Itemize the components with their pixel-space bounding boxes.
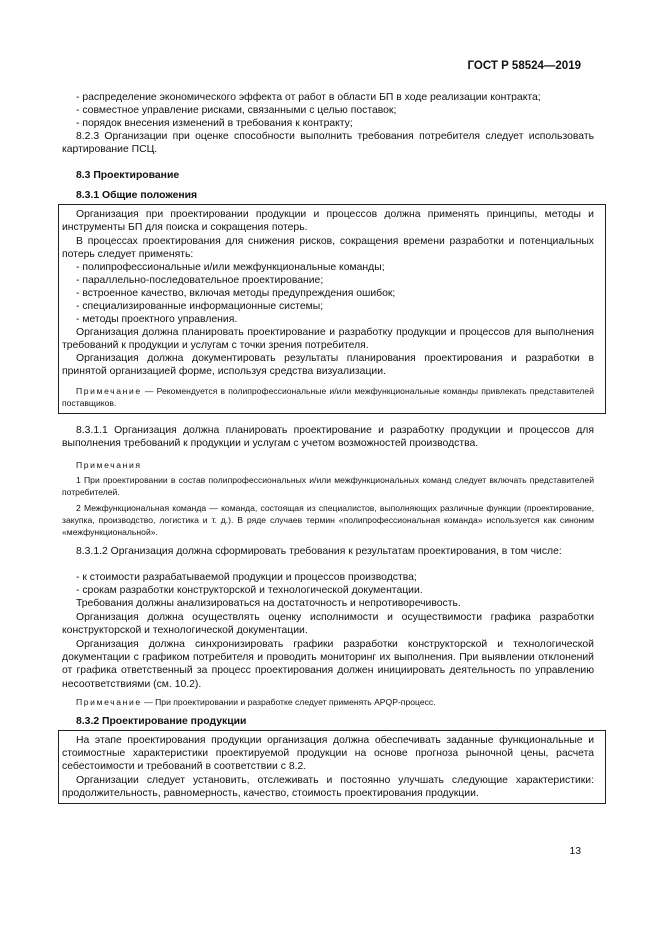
note-2: 2 Межфункциональная команда — команда, состоящая из специалистов, выполняющих различные функции (проектирование, закупка, производство, логистика и т. д.). В ряде случаев термин «полипрофессиональная команда» используется как синоним «межфункциональной».	[62, 503, 594, 537]
box-paragraph: На этапе проектирования продукции организация должна обеспечивать заданные функциональные и стоимостные характеристики проектируемой продукции на основе прогноза рыночной цены, расчета себестоимости и требований в соответствии с 8.2.	[62, 735, 594, 773]
list-item: - встроенное качество, включая методы предупреждения ошибок;	[76, 288, 396, 299]
paragraph-8-3-1-1: 8.3.1.1 Организация должна планировать проектирование и разработку продукции и процессов для выполнения требований к продукции и услугам с учетом возможностей производства.	[62, 425, 594, 450]
list-item: - методы проектного управления.	[76, 314, 238, 325]
paragraph-evaluation: Организация должна осуществлять оценку исполнимости и осуществимости графика разработки конструкторской и технологической документации.	[62, 612, 594, 637]
box-paragraph: Организация должна документировать результаты планирования проектирования и разработки в принятой организацией форме, используя средства визуализации.	[62, 353, 594, 378]
list-item: - срокам разработки конструкторской и технологической документации.	[76, 585, 423, 596]
paragraph-8-2-3: 8.2.3 Организации при оценке способности выполнить требования потребителя следует использовать картирование ПСЦ.	[62, 131, 594, 156]
list-item: - к стоимости разрабатываемой продукции и процессов производства;	[76, 572, 417, 583]
box-paragraph: В процессах проектирования для снижения рисков, сокращения времени разработки и потенциальных потерь следует применять:	[62, 236, 594, 261]
list-item: - совместное управление рисками, связанными с целью поставок;	[76, 105, 397, 116]
note-text: — Рекомендуется в полипрофессиональные и/или межфункциональные команды привлекать представителей поставщиков.	[62, 386, 594, 408]
box-paragraph: Организация должна планировать проектирование и разработку продукции и процессов для выполнения требований к продукции и услугам с точки зрения потребителя.	[62, 327, 594, 352]
section-8-3-1-title: 8.3.1 Общие положения	[76, 190, 198, 201]
note-1: 1 При проектировании в состав полипрофессиональных и/или межфункциональных команд следует включать представителей потребителей.	[62, 475, 594, 497]
list-item: - параллельно-последовательное проектирование;	[76, 275, 324, 286]
box-note	[62, 385, 594, 409]
box-paragraph: Организация при проектировании продукции и процессов должна применять принципы, методы и инструменты БП для поиска и сокращения потерь.	[62, 209, 594, 234]
note-label: Примечание	[76, 386, 142, 396]
page-number: 13	[569, 846, 581, 857]
paragraph-8-3-1-2: 8.3.1.2 Организация должна сформировать требования к результатам проектирования, в том числе:	[76, 546, 562, 557]
note-label: Примечание	[76, 697, 142, 707]
note-apqp	[62, 696, 594, 708]
notes-label: Примечания	[76, 460, 142, 470]
paragraph-requirements: Требования должны анализироваться на достаточность и непротиворечивость.	[76, 598, 461, 609]
standard-header: ГОСТ Р 58524—2019	[467, 60, 581, 72]
list-item: - специализированные информационные системы;	[76, 301, 324, 312]
section-8-3-title: 8.3 Проектирование	[76, 170, 180, 181]
list-item: - порядок внесения изменений в требования к контракту;	[76, 118, 353, 129]
list-item: - полипрофессиональные и/или межфункциональные команды;	[76, 262, 385, 273]
list-item: - распределение экономического эффекта от работ в области БП в ходе реализации контракта;	[76, 92, 541, 103]
note-text: — При проектировании и разработке следует применять APQP-процесс.	[141, 697, 436, 707]
section-8-3-2-title: 8.3.2 Проектирование продукции	[76, 716, 247, 727]
box-paragraph: Организации следует установить, отслеживать и постоянно улучшать следующие характеристики: продолжительность, равномерность, качество, стоимость проектирования продукции.	[62, 775, 594, 800]
paragraph-sync: Организация должна синхронизировать графики разработки конструкторской и технологической документации с графиком потребителя и проводить мониторинг их выполнения. При выявлении отклонений от графика ответственный за процесс проектирования должен инициировать деятельность по управлению несоответствиями (см. 10.2).	[62, 639, 594, 690]
